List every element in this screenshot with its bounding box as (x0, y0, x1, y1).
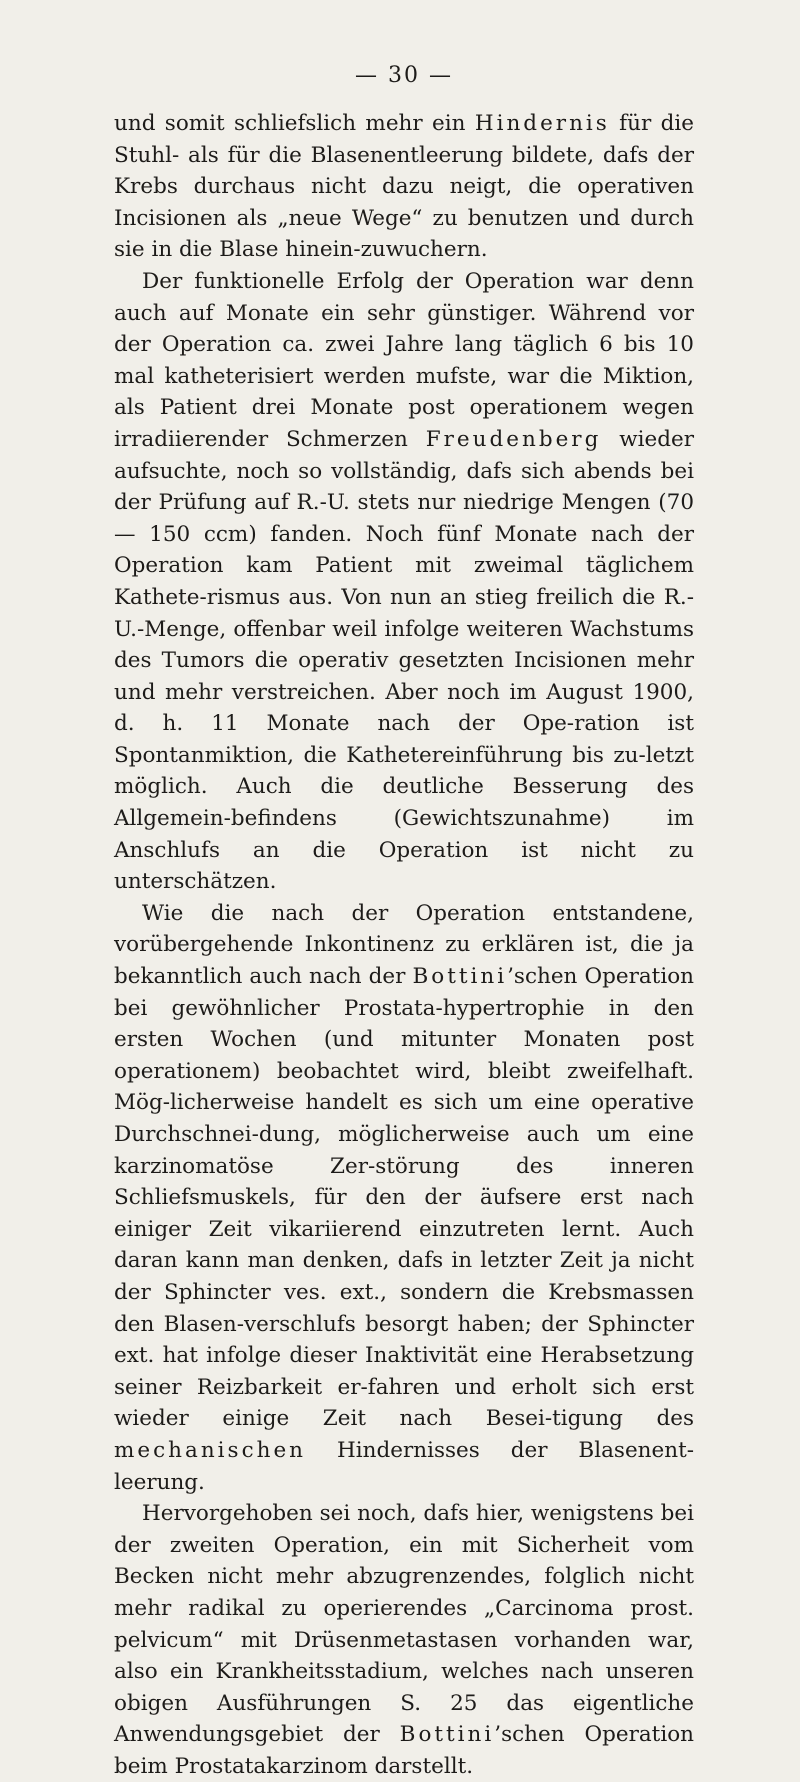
text-run: Hervorgehoben sei noch, dafs hier, wenigstens bei der zweiten Operation, ein mit Sicherheit vom Becken nicht mehr abzugrenzendes, folglich nicht mehr radikal zu operierendes „Carcinoma prost. pelvicum“ mit Drüsenmetastasen vorhanden war, also ein Krankheitsstadium, welches nach unseren obigen Ausführungen S. 25 das eigentliche Anwendungsgebiet der (114, 1501, 694, 1748)
text-run: für die Stuhl- als für die Blasenentleerung bildete, dafs der Krebs durchaus nicht dazu neigt, die operativen Incisionen als „neue Wege“ zu benutzen und durch sie in die Blase hinein-zuwuchern. (114, 111, 694, 263)
text-run: ’schen Operation beim Prostatakarzinom darstellt. (114, 1722, 694, 1779)
spaced-emphasis-text: mechanischen (114, 1437, 307, 1463)
paragraph (114, 898, 694, 1498)
text-run: wieder aufsuchte, noch so vollständig, dafs sich abends bei der Prüfung auf R.-U. stets nur niedrige Mengen (70 — 150 ccm) fanden. Noch fünf Monate nach der Operation kam Patient mit zweimal täglichem Kathete-rismus aus. Von nun an stieg freilich die R.-U.-Menge, offenbar weil infolge weiteren Wachstums des Tumors die operativ gesetzten Incisionen mehr und mehr verstreichen. Aber noch im August 1900, d. h. 11 Monate nach der Ope-ration ist Spontanmiktion, die Kathetereinführung bis zu-letzt möglich. Auch die deutliche Besserung des Allgemein-befindens (Gewichtszunahme) im Anschlufs an die Operation ist nicht zu unterschätzen. (114, 426, 694, 895)
text-run: Wie die nach der Operation entstandene, vorübergehende Inkontinenz zu erklären ist, die ja bekanntlich auch nach der (114, 900, 694, 990)
paragraph (114, 266, 694, 898)
text-run: und somit schliefslich mehr ein (114, 111, 475, 136)
spaced-emphasis-text: Freudenberg (425, 426, 602, 452)
body-text (114, 108, 694, 1782)
page-number: — 30 — (355, 63, 453, 88)
spaced-emphasis-text: Bottini (412, 964, 508, 990)
spaced-emphasis-text: Bottini (399, 1722, 495, 1748)
text-run: Hindernisses der Blasenent-leerung. (114, 1437, 694, 1495)
text-run: ’schen Operation bei gewöhnlicher Prostata-hypertrophie in den ersten Wochen (und mitunter Monaten post operationem) beobachtet wird, bleibt zweifelhaft. Mög-licherweise handelt es sich um eine operative Durchschnei-dung, möglicherweise auch um eine karzinomatöse Zer-störung des inneren Schliefsmuskels, für den der äufsere erst nach einiger Zeit vikariierend einzutreten lernt. Auch daran kann man denken, dafs in letzter Zeit ja nicht der Sphincter ves. ext., sondern die Krebsmassen den Blasen-verschlufs besorgt haben; der Sphincter ext. hat infolge dieser Inaktivität eine Herabsetzung seiner Reizbarkeit er-fahren und erholt sich erst wieder einige Zeit nach Besei-tigung des (114, 964, 694, 1432)
paragraph (114, 1498, 694, 1782)
paragraph (114, 108, 694, 266)
text-run: Der funktionelle Erfolg der Operation war denn auch auf Monate ein sehr günstiger. Während vor der Operation ca. zwei Jahre lang täglich 6 bis 10 mal katheterisiert werden mufste, war die Miktion, als Patient drei Monate post operationem wegen irradiierender Schmerzen (114, 268, 694, 452)
spaced-emphasis-text: Hindernis (474, 111, 610, 136)
